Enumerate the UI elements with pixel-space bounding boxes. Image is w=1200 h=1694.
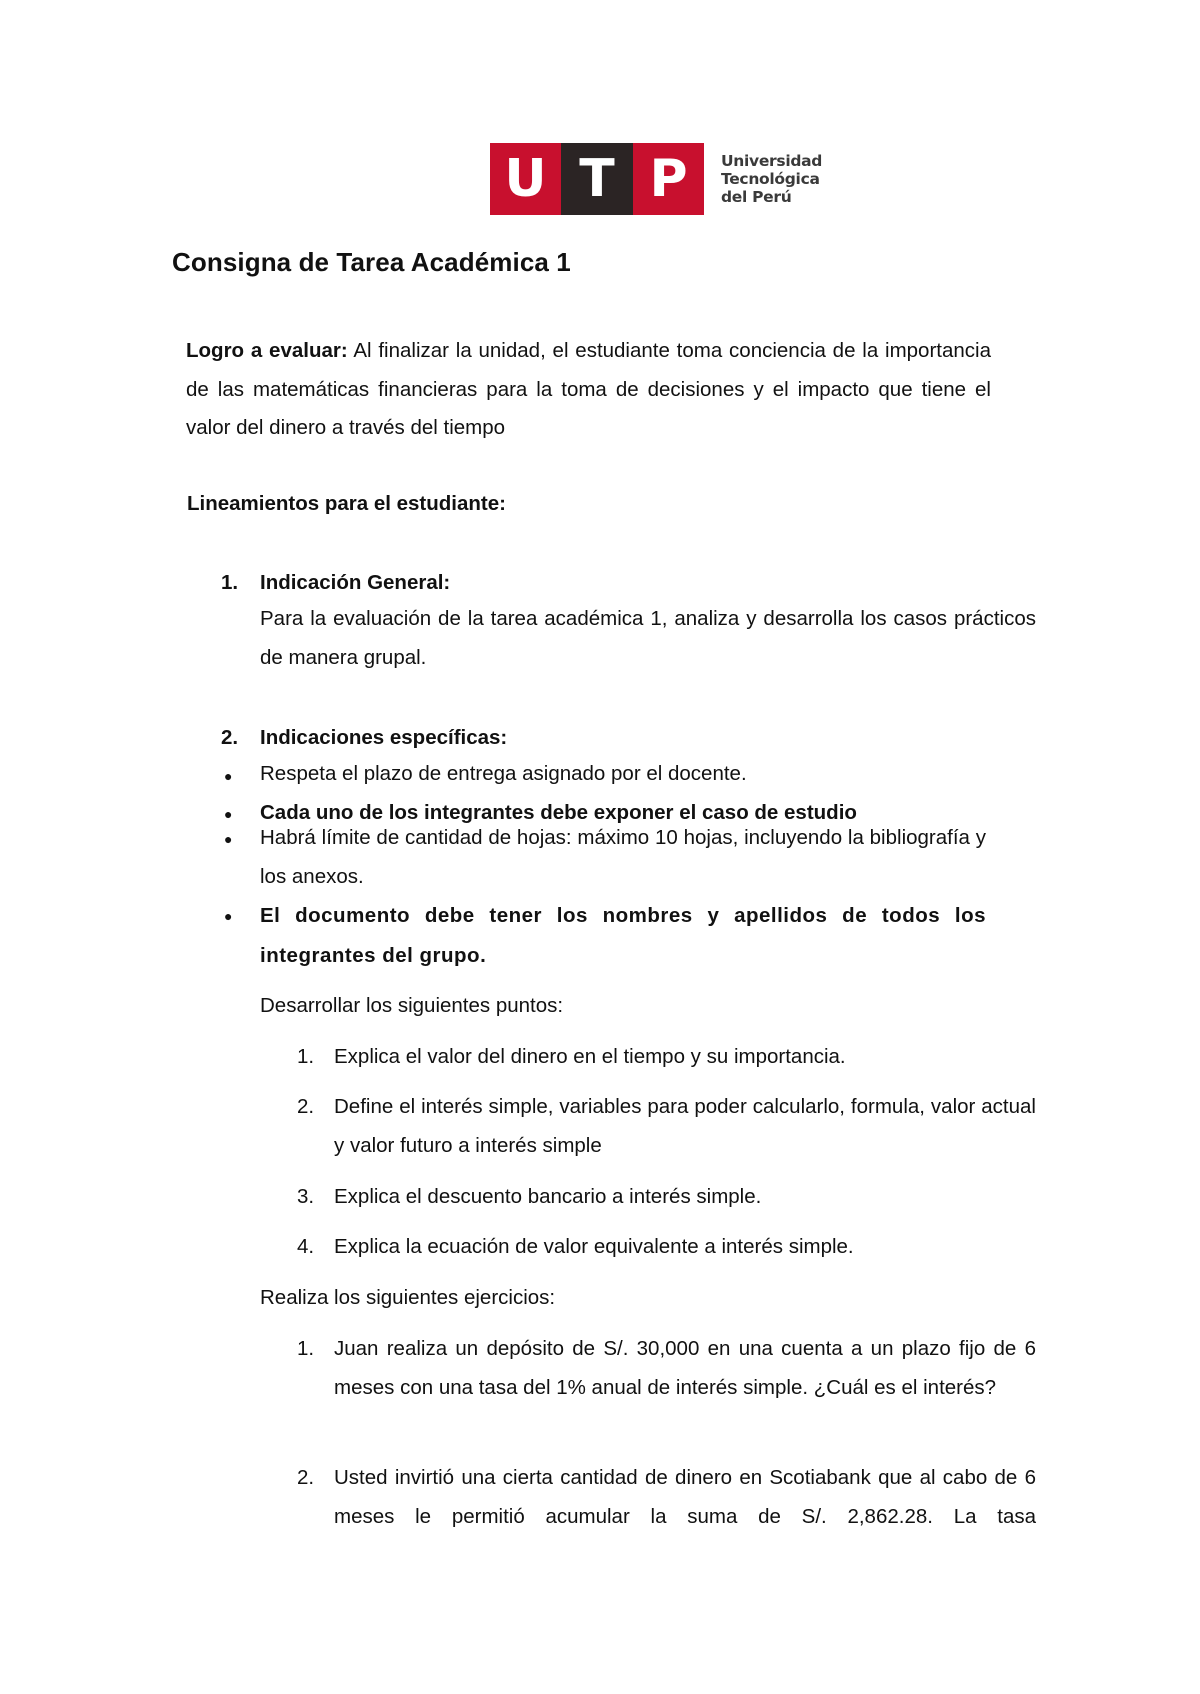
logo-line-2: Tecnológica [721, 170, 820, 188]
lineamientos-heading: Lineamientos para el estudiante: [187, 492, 506, 515]
bullet-1-text: Respeta el plazo de entrega asignado por el docente. [260, 762, 747, 785]
logo-wordmark [721, 152, 822, 206]
desarrollar-item-4-text: Explica la ecuación de valor equivalente a interés simple. [334, 1235, 854, 1258]
desarrollar-item-2-number: 2. [297, 1095, 315, 1118]
logo-line-1: Universidad [721, 152, 823, 170]
ejercicio-1-text: Juan realiza un depósito de S/. 30,000 en una cuenta a un plazo fijo de 6 meses con una tasa del 1% anual de interés simple. ¿Cuál es el interés? [334, 1337, 1036, 1399]
bullet-2-text: Cada uno de los integrantes debe exponer el caso de estudio [260, 801, 857, 824]
bullet-4-text: El documento debe tener los nombres y apellidos de todos los integrantes del grupo. [260, 904, 986, 967]
section1-number: 1. [221, 571, 239, 594]
section2-number: 2. [221, 726, 239, 749]
logo-letter-p: P [633, 143, 704, 215]
logo-letter-u: U [490, 143, 561, 215]
utp-logo [490, 143, 822, 215]
bullet-4-symbol: ● [224, 908, 233, 924]
section1-text: Para la evaluación de la tarea académica 1, analiza y desarrolla los casos prácticos de manera grupal. [260, 607, 1036, 669]
bullet-2-symbol: ● [224, 806, 233, 822]
desarrollar-item-3-number: 3. [297, 1185, 315, 1208]
ejercicio-2-text: Usted invirtió una cierta cantidad de dinero en Scotiabank que al cabo de 6 meses le permitió acumular la suma de S/. 2,862.28. La tasa [334, 1466, 1036, 1528]
bullet-3-symbol: ● [224, 831, 233, 847]
bullet-3-text: Habrá límite de cantidad de hojas: máximo 10 hojas, incluyendo la bibliografía y los anexos. [260, 826, 986, 888]
logo-line-3: del Perú [721, 188, 792, 206]
desarrollar-intro: Desarrollar los siguientes puntos: [260, 994, 564, 1017]
desarrollar-item-1-text: Explica el valor del dinero en el tiempo y su importancia. [334, 1045, 846, 1068]
ejercicios-intro: Realiza los siguientes ejercicios: [260, 1286, 556, 1309]
page-title: Consigna de Tarea Académica 1 [172, 247, 571, 277]
logo-letter-t: T [561, 143, 633, 215]
ejercicio-2-number: 2. [297, 1466, 315, 1489]
section2-heading: Indicaciones específicas: [260, 726, 508, 749]
section1-heading: Indicación General: [260, 571, 451, 594]
bullet-1-symbol: ● [224, 768, 233, 784]
desarrollar-item-4-number: 4. [297, 1235, 315, 1258]
logro-text: Al finalizar la unidad, el estudiante toma conciencia de la importancia de las matemáticas financieras para la toma de decisiones y el impacto que tiene el valor del dinero a través del tiempo [186, 339, 991, 439]
logro-label: Logro a evaluar: [186, 339, 348, 362]
logro-paragraph [186, 332, 991, 448]
desarrollar-item-1-number: 1. [297, 1045, 315, 1068]
desarrollar-item-3-text: Explica el descuento bancario a interés simple. [334, 1185, 762, 1208]
desarrollar-item-2-text: Define el interés simple, variables para poder calcularlo, formula, valor actual y valor futuro a interés simple [334, 1095, 1036, 1157]
ejercicio-1-number: 1. [297, 1337, 315, 1360]
